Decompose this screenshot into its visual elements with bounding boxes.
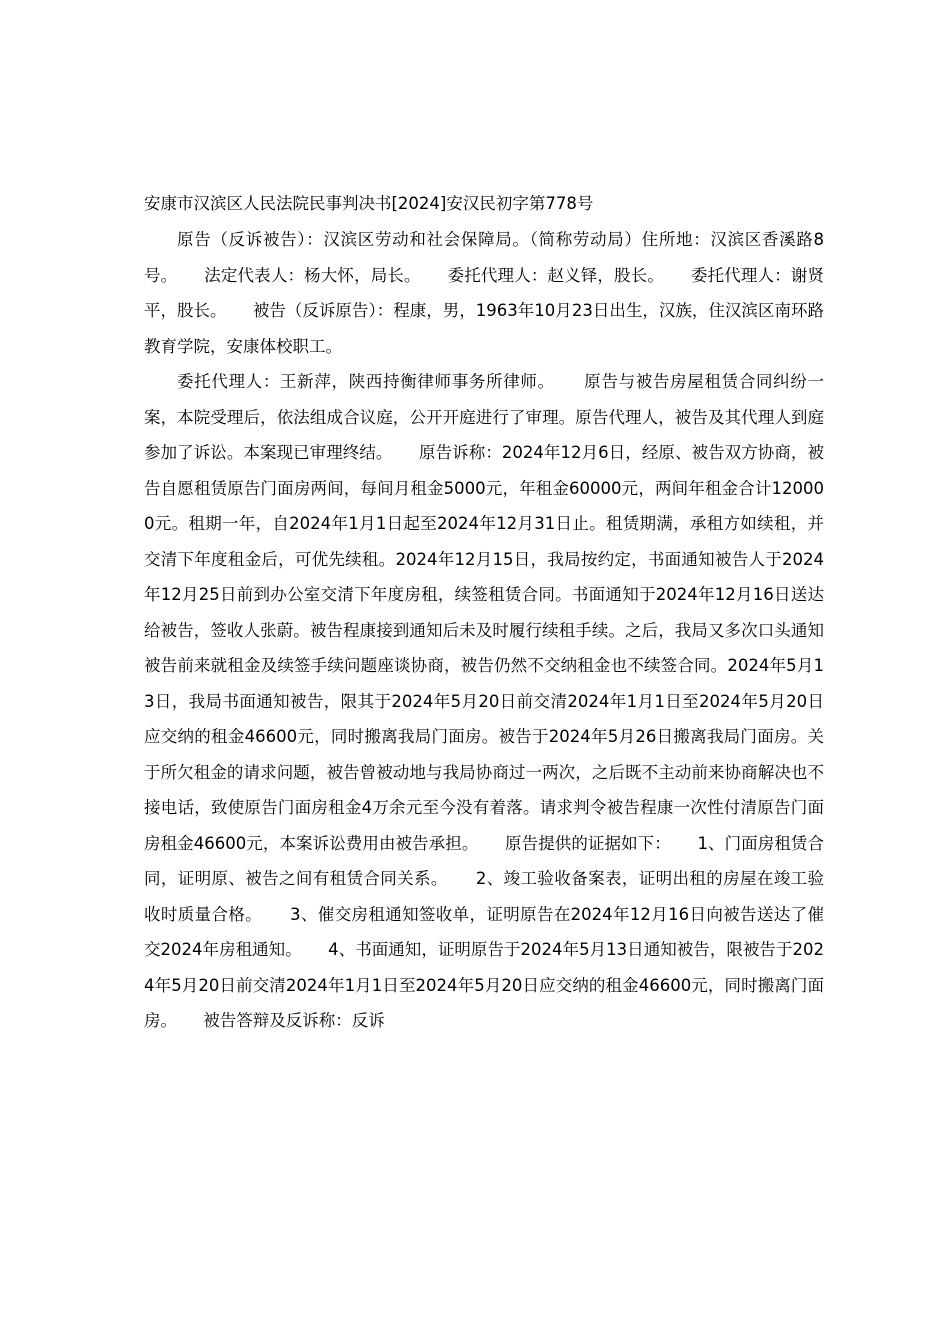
paragraph-parties: 原告（反诉被告）：汉滨区劳动和社会保障局。（简称劳动局）住所地：汉滨区香溪路8号。 法定代表人：杨大怀，局长。 委托代理人：赵义铎，股长。 委托代理人：谢贤平，股长。 被告（反诉原告）：程康，男，1963年10月23日出生，汉族，住汉滨区南环路教育学院，安康体校职工。 [144,230,824,356]
paragraph-claims: 委托代理人：王新萍，陕西持衡律师事务所律师。 原告与被告房屋租赁合同纠纷一案，本院受理后，依法组成合议庭，公开开庭进行了审理。原告代理人，被告及其代理人到庭参加了诉讼。本案现已审理终结。 原告诉称：2024年12月6日，经原、被告双方协商，被告自愿租赁原告门面房两间，每间月租金5000元，年租金60000元，两间年租金合计120000元。租期一年，自2024年1月1日起至2024年12月31日止。租赁期满，承租方如续租，并交清下年度租金后，可优先续租。2024年12月15日，我局按约定，书面通知被告人于2024年12月25日前到办公室交清下年度房租，续签租赁合同。书面通知于2024年12月16日送达给被告，签收人张蔚。被告程康接到通知后未及时履行续租手续。之后，我局又多次口头通知被告前来就租金及续签手续问题座谈协商，被告仍然不交纳租金也不续签合同。2024年5月13日，我局书面通知被告，限其于2024年5月20日前交清2024年1月1日至2024年5月20日应交纳的租金46600元，同时搬离我局门面房。被告于2024年5月26日搬离我局门面房。关于所欠租金的请求问题，被告曾被动地与我局协商过一两次，之后既不主动前来协商解决也不接电话，致使原告门面房租金4万余元至今没有着落。请求判令被告程康一次性付清原告门面房租金46600元，本案诉讼费用由被告承担。 原告提供的证据如下： 1、门面房租赁合同，证明原、被告之间有租赁合同关系。 2、竣工验收备案表，证明出租的房屋在竣工验收时质量合格。 3、催交房租通知签收单，证明原告在2024年12月16日向被告送达了催交2024年房租通知。 4、书面通知，证明原告于2024年5月13日通知被告，限被告于2024年5月20日前交清2024年1月1日至2024年5月20日应交纳的租金46600元，同时搬离门面房。 被告答辩及反诉称：反诉 [144,372,824,1030]
document-body [144,186,824,1039]
judgment-title: 安康市汉滨区人民法院民事判决书[2024]安汉民初字第778号 [144,194,594,213]
